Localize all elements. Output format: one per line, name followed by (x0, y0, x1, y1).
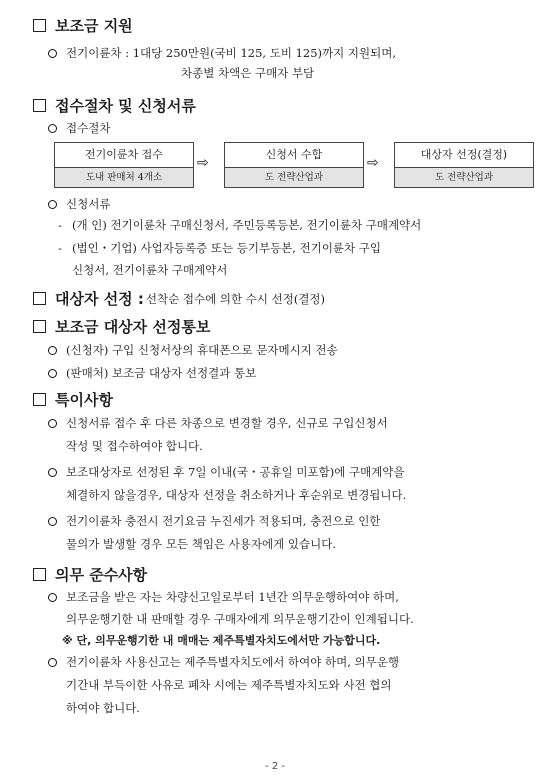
checkbox-square-icon (33, 393, 46, 406)
dash-item (58, 215, 530, 235)
dash-mark: - (58, 218, 62, 232)
section-heading-selection (33, 288, 325, 309)
list-item (48, 652, 530, 718)
item-text: 작성 및 접수하여야 합니다. (66, 439, 203, 453)
checkbox-square-icon (33, 99, 46, 112)
section-heading-obligations (33, 564, 147, 585)
section-title: 접수절차 및 신청서류 (55, 97, 196, 115)
flow-step-title: 전기이륜차 접수 (55, 143, 193, 168)
dash-item (58, 238, 530, 280)
item-text: 전기이륜차 : 1대당 250만원(국비 125, 도비 125)까지 지원되며, (66, 46, 396, 60)
list-item (48, 43, 530, 83)
item-text: 체결하지 않을경우, 대상자 선정을 취소하거나 후순위로 변경됩니다. (66, 488, 407, 502)
flow-step-subtitle: 도 전략산업과 (225, 168, 363, 187)
flow-step-box (224, 142, 364, 188)
section-heading-procedure (33, 95, 196, 116)
flow-step-title: 신청서 수합 (225, 143, 363, 168)
item-text: 신청서, 전기이륜차 구매계약서 (72, 263, 228, 277)
item-text: 신청서류 (66, 197, 111, 211)
list-item (48, 587, 530, 629)
circle-bullet-icon (48, 49, 57, 58)
page-number: - 2 - (265, 761, 285, 772)
item-text: 차종별 차액은 구매자 부담 (181, 66, 315, 80)
item-text: (법인・기업) 사업자등록증 또는 등기부등본, 전기이륜차 구입 (72, 241, 382, 255)
list-item (48, 413, 530, 456)
list-item (48, 340, 530, 360)
section-heading-notification (33, 316, 210, 337)
section-note: 선착순 접수에 의한 수시 선정(결정) (145, 291, 326, 306)
item-text: 의무운행기한 내 판매할 경우 구매자에게 의무운행기간이 인계됩니다. (66, 612, 414, 626)
item-text: 기간내 부득이한 사유로 폐차 시에는 제주특별자치도와 사전 협의 (66, 678, 392, 692)
item-text: 신청서류 접수 후 다른 차종으로 변경할 경우, 신규로 구입신청서 (66, 416, 388, 430)
section-title: 보조금 대상자 선정통보 (55, 318, 211, 336)
flow-step-subtitle: 도 전략산업과 (395, 168, 533, 187)
section-title: 특이사항 (55, 391, 113, 409)
circle-bullet-icon (48, 369, 57, 378)
circle-bullet-icon (48, 124, 57, 133)
flow-step-box (54, 142, 194, 188)
flow-step-title: 대상자 선정(결정) (395, 143, 533, 168)
list-item (48, 118, 530, 138)
list-item (48, 511, 530, 554)
circle-bullet-icon (48, 419, 57, 428)
checkbox-square-icon (33, 292, 46, 305)
item-text: (신청자) 구입 신청서상의 휴대폰으로 문자메시지 전송 (66, 343, 338, 357)
section-heading-subsidy (33, 15, 133, 36)
checkbox-square-icon (33, 568, 46, 581)
circle-bullet-icon (48, 658, 57, 667)
flow-step-box (394, 142, 534, 188)
item-text: 하여야 합니다. (66, 701, 140, 715)
item-text: 보조금을 받은 자는 차량신고일로부터 1년간 의무운행하여야 하며, (66, 590, 399, 604)
right-arrow-icon: ⇨ (367, 155, 379, 171)
checkbox-square-icon (33, 320, 46, 333)
checkbox-square-icon (33, 19, 46, 32)
section-title: 보조금 지원 (55, 17, 133, 35)
item-text: 물의가 발생할 경우 모든 책임은 사용자에게 있습니다. (66, 537, 336, 551)
circle-bullet-icon (48, 517, 57, 526)
section-title: 대상자 선정 : (55, 290, 144, 308)
circle-bullet-icon (48, 346, 57, 355)
circle-bullet-icon (48, 200, 57, 209)
item-text: 접수절차 (66, 121, 111, 135)
important-note: ※ 단, 의무운행기한 내 매매는 제주특별자치도에서만 가능합니다. (62, 634, 381, 647)
list-item (48, 363, 530, 383)
right-arrow-icon: ⇨ (197, 155, 209, 171)
section-title: 의무 준수사항 (55, 566, 148, 584)
item-text: (개 인) 전기이륜차 구매신청서, 주민등록등본, 전기이륜차 구매계약서 (72, 218, 422, 232)
dash-mark: - (58, 241, 62, 255)
circle-bullet-icon (48, 468, 57, 477)
list-item (48, 462, 530, 505)
item-text: (판매처) 보조금 대상자 선정결과 통보 (66, 366, 257, 380)
circle-bullet-icon (48, 593, 57, 602)
section-heading-special-notes (33, 389, 113, 410)
item-text: 전기이륜차 사용신고는 제주특별자치도에서 하여야 하며, 의무운행 (66, 655, 399, 669)
item-text: 보조대상자로 선정된 후 7일 이내(국・공휴일 미포함)에 구매계약을 (66, 465, 405, 479)
list-item (48, 194, 530, 214)
item-text: 전기이륜차 충전시 전기요금 누진세가 적용되며, 충전으로 인한 (66, 514, 381, 528)
flow-step-subtitle: 도내 판매처 4개소 (55, 168, 193, 187)
